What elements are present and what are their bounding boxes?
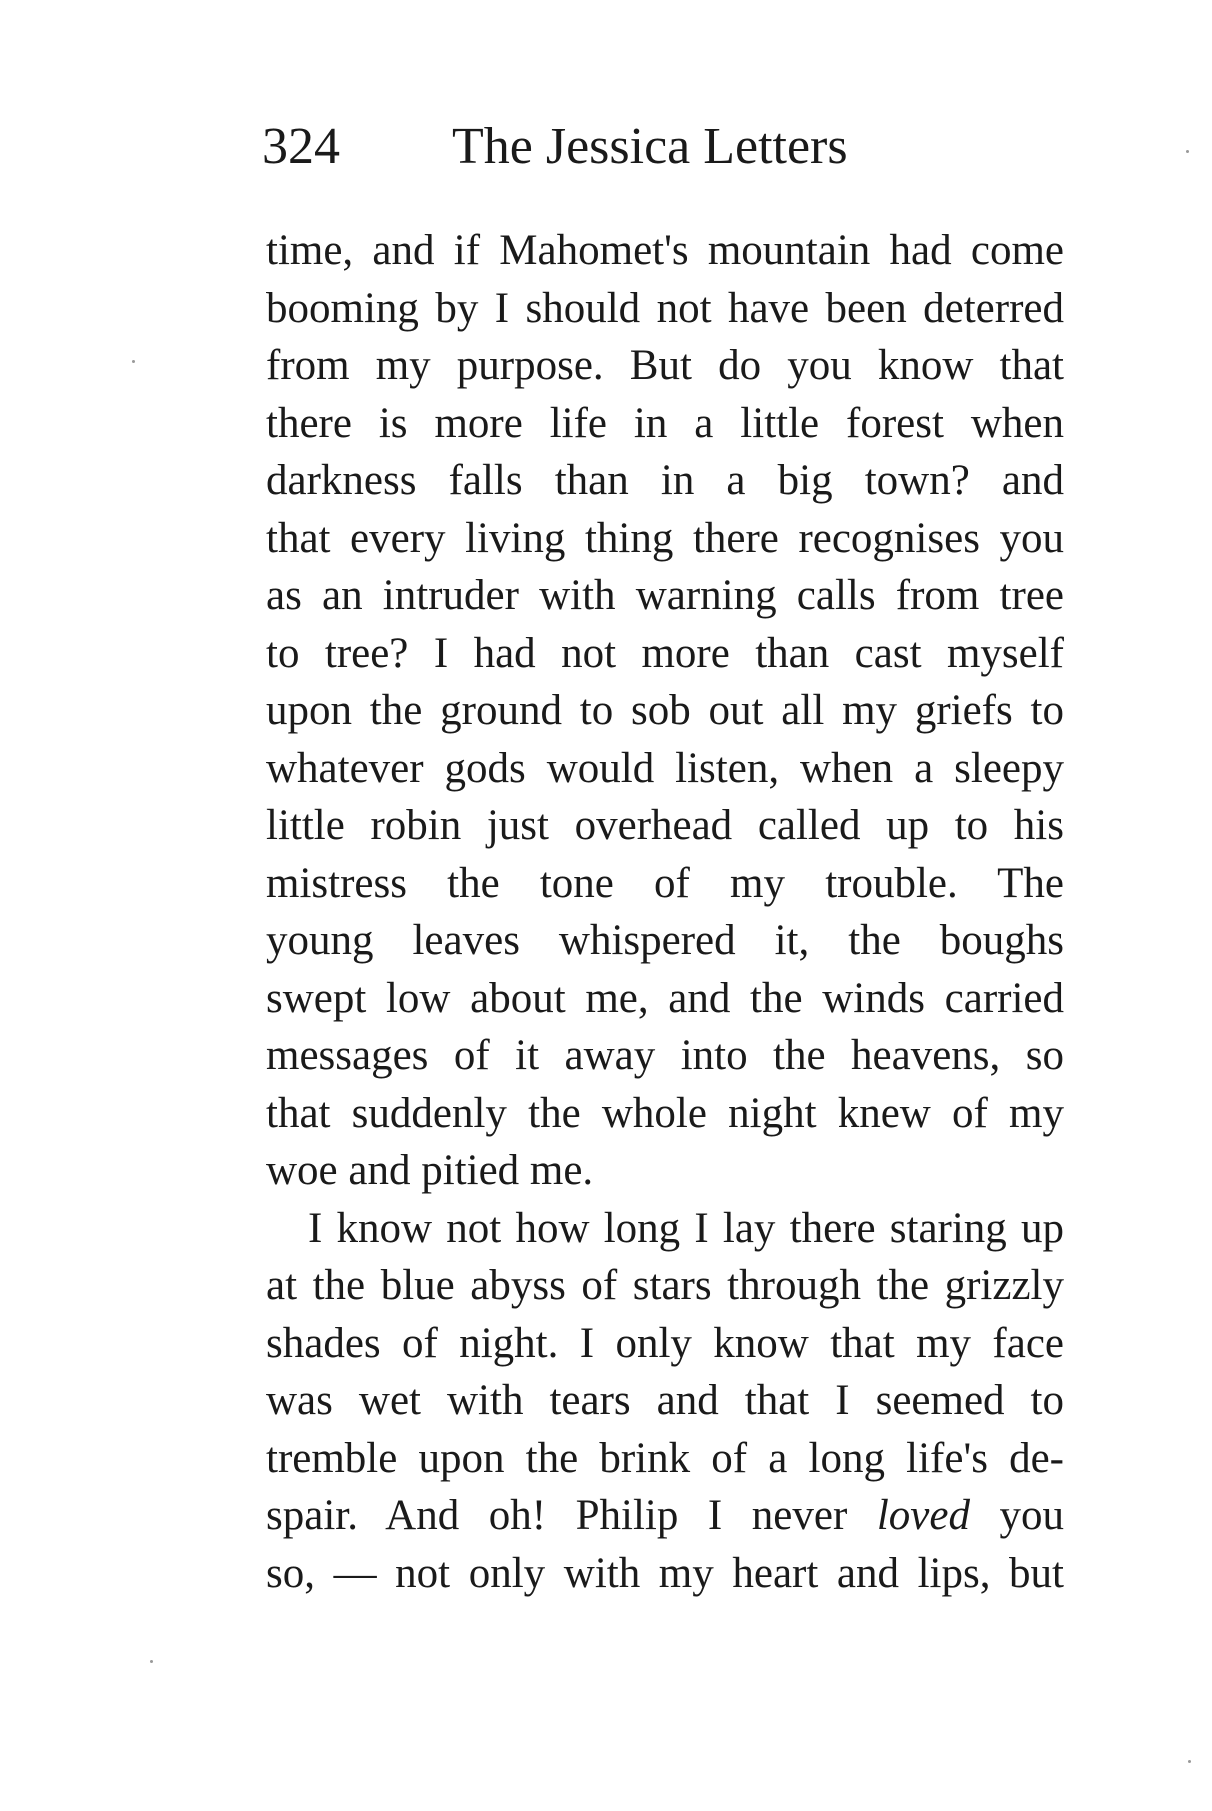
body-text <box>266 222 1064 1602</box>
text-line: mistress the tone of my trouble. The <box>266 859 1064 907</box>
emphasized-word: loved <box>876 1492 970 1539</box>
text-line: shades of night. I only know that my face <box>266 1319 1064 1367</box>
paragraph-2 <box>266 1200 1064 1603</box>
text-line: swept low about me, and the winds carried <box>266 974 1064 1022</box>
text-line-with-emphasis <box>266 1487 1064 1545</box>
text-line: so, — not only with my heart and lips, but <box>266 1549 1064 1597</box>
page-number: 324 <box>262 118 340 175</box>
text-line: as an intruder with warning calls from tree <box>266 572 1064 619</box>
text-line: young leaves whispered it, the boughs <box>266 917 1064 964</box>
paragraph-1 <box>266 222 1064 1200</box>
text-line: woe and pitied me. <box>266 1147 594 1194</box>
text-line: that every living thing there recognises you <box>266 514 1064 562</box>
text-line: there is more life in a little forest when <box>266 399 1064 447</box>
text-line: from my purpose. But do you know that <box>266 342 1064 389</box>
text-line: that suddenly the whole night knew of my <box>266 1089 1064 1137</box>
text-line: I know not how long I lay there staring up <box>308 1204 1064 1252</box>
line-text-before: spair. And oh! Philip I never <box>266 1492 848 1539</box>
text-line: tremble upon the brink of a long life's de- <box>266 1434 1064 1482</box>
paper-speck <box>150 1660 153 1663</box>
text-line: at the blue abyss of stars through the grizzly <box>266 1262 1064 1309</box>
text-line: was wet with tears and that I seemed to <box>266 1377 1064 1424</box>
text-line: upon the ground to sob out all my griefs to <box>266 687 1064 734</box>
line-text-after: you <box>999 1492 1065 1539</box>
text-line: messages of it away into the heavens, so <box>266 1032 1064 1079</box>
running-head <box>262 112 1062 182</box>
paper-speck <box>1186 150 1189 153</box>
text-line: booming by I should not have been deterred <box>266 284 1064 332</box>
text-line: darkness falls than in a big town? and <box>266 457 1064 504</box>
text-line: time, and if Mahomet's mountain had come <box>266 227 1064 274</box>
paper-speck <box>132 360 135 363</box>
running-title: The Jessica Letters <box>452 118 848 175</box>
text-line: whatever gods would listen, when a sleepy <box>266 744 1064 792</box>
paper-speck <box>1188 1760 1191 1763</box>
text-line: little robin just overhead called up to his <box>266 802 1064 849</box>
text-line: to tree? I had not more than cast myself <box>266 629 1064 677</box>
